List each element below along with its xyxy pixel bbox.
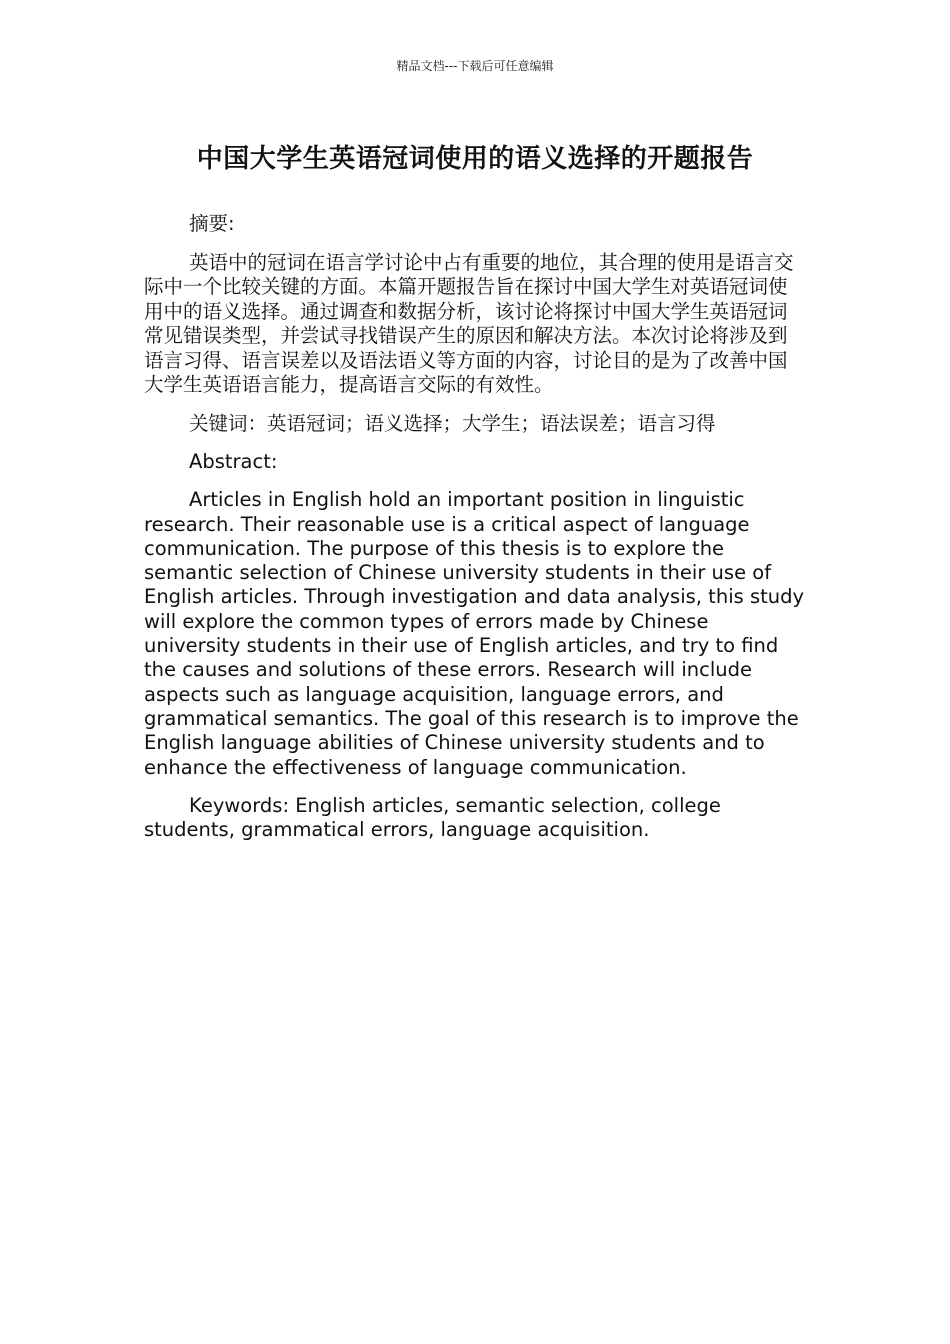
header-note: 精品文档---下载后可任意编辑 bbox=[396, 59, 554, 73]
abstract-en-label: Abstract: bbox=[189, 450, 278, 473]
document-body bbox=[144, 212, 806, 856]
keywords-cn: 关键词：英语冠词；语义选择；大学生；语法误差；语言习得 bbox=[189, 411, 716, 435]
abstract-cn-label: 摘要: bbox=[189, 212, 235, 235]
abstract-en-body: Articles in English hold an important position in linguistic research. Their reasonable use is a critical aspect of language communication. The purpose of this thesis is to explore the semantic selection of Chinese university students in their use of English articles. Through investigation and data analysis, this study will explore the common types of errors made by Chinese university students in their use of English articles, and try to find the causes and solutions of these errors. Research will include aspects such as language acquisition, language errors, and grammatical semantics. The goal of this research is to improve the English language abilities of Chinese university students and to enhance the effectiveness of language communication. bbox=[144, 488, 805, 779]
keywords-en: Keywords: English articles, semantic selection, college students, grammatical errors, language acquisition. bbox=[144, 793, 721, 842]
document-title: 中国大学生英语冠词使用的语义选择的开题报告 bbox=[196, 144, 754, 174]
abstract-cn-body: 英语中的冠词在语言学讨论中占有重要的地位，其合理的使用是语言交际中一个比较关键的方面。本篇开题报告旨在探讨中国大学生对英语冠词使用中的语义选择。通过调查和数据分析，该讨论将探讨中国大学生英语冠词常见错误类型，并尝试寻找错误产生的原因和解决方法。本次讨论将涉及到语言习得、语言误差以及语法语义等方面的内容，讨论目的是为了改善中国大学生英语语言能力，提高语言交际的有效性。 bbox=[144, 250, 794, 396]
